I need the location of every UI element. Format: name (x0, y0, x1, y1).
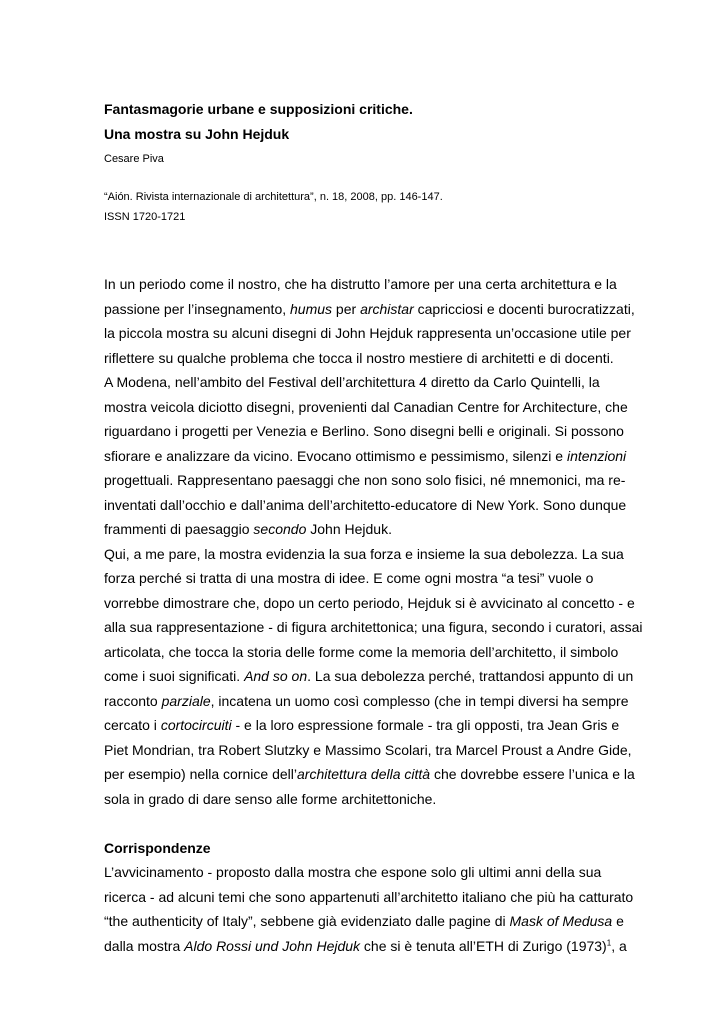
text-line: passione per l’insegnamento, humus per archistar capricciosi e docenti burocratizzati, (104, 300, 635, 317)
paragraph-1 (104, 272, 635, 370)
paragraph-2 (104, 370, 628, 542)
text-line: ricerca - ad alcuni temi che sono appartenuti all’architetto italiano che più ha catturato (104, 888, 634, 905)
text-line: come i suoi significati. And so on. La sua debolezza perché, trattandosi appunto di un (104, 668, 634, 684)
text-line: la piccola mostra su alcuni disegni di John Hejduk rappresenta un’occasione utile per (104, 325, 631, 341)
text-line: progettuali. Rappresentano paesaggi che non sono solo fisici, né mnemonici, ma re- (104, 472, 626, 488)
article-header (104, 97, 624, 227)
text-line: riguardano i progetti per Venezia e Berlino. Sono disegni belli e originali. Si possono (104, 423, 624, 439)
footnote-marker[interactable]: 1 (606, 937, 612, 947)
section-corrispondenze (104, 836, 634, 959)
text-line: alla sua rappresentazione - di figura architettonica; una figura, secondo i curatori, assai (104, 619, 643, 635)
article-body (104, 272, 643, 958)
italic-term: parziale (161, 692, 211, 709)
italic-term: Mask of Medusa (509, 913, 613, 929)
text-line: inventati dall’occhio e dall’anima dell’architetto-educatore di New York. Sono dunque (104, 496, 627, 513)
text-line: per esempio) nella cornice dell’architettura della città che dovrebbe essere l’unica e la (104, 766, 635, 782)
text-line: sfiorare e analizzare da vicino. Evocano ottimismo e pessimismo, silenzi e intenzioni (104, 447, 627, 464)
text-line: Qui, a me pare, la mostra evidenzia la sua forza e insieme la sua debolezza. La sua (104, 545, 624, 562)
italic-term: Aldo Rossi und John Hejduk (184, 937, 361, 954)
text-line: articolata, che tocca la storia delle forme come la memoria dell’architetto, il simbolo (104, 643, 619, 660)
text-line: riflettere su qualche problema che tocca il nostro mestiere di architetti e di docenti. (104, 349, 614, 366)
text-line: sola in grado di dare senso alle forme architettoniche. (104, 790, 437, 807)
article-title-line-1: Fantasmagorie urbane e supposizioni critiche. (104, 101, 413, 117)
section-heading: Corrispondenze (104, 839, 211, 856)
text-line: A Modena, nell’ambito del Festival dell’architettura 4 diretto da Carlo Quintelli, la (104, 374, 600, 390)
italic-term: humus (290, 300, 333, 317)
text-line: forza perché si tratta di una mostra di idee. E come ogni mostra “a tesi” vuole o (104, 570, 594, 586)
italic-term: And so on (244, 668, 308, 684)
article-issn: ISSN 1720-1721 (104, 211, 186, 223)
text-line: Piet Mondrian, tra Robert Slutzky e Massimo Scolari, tra Marcel Proust a Andre Gide, (104, 741, 632, 758)
text-line: L’avvicinamento - proposto dalla mostra che espone solo gli ultimi anni della sua (104, 864, 602, 880)
text-line: vorrebbe dimostrare che, dopo un certo periodo, Hejduk si è avvicinato al concetto - e (104, 594, 635, 611)
text-line: In un periodo come il nostro, che ha distrutto l’amore per una certa architettura e la (104, 276, 617, 292)
italic-term: secondo (253, 521, 307, 537)
text-line: mostra veicola diciotto disegni, provenienti dal Canadian Centre for Architecture, che (104, 398, 628, 415)
article-title-line-2: Una mostra su John Hejduk (104, 126, 290, 142)
italic-term: architettura della città (297, 766, 431, 782)
text-line: dalla mostra Aldo Rossi und John Hejduk che si è tenuta all’ETH di Zurigo $(1973)^1$, a (104, 937, 627, 954)
italic-term: intenzioni (566, 447, 627, 464)
text-line: cercato i cortocircuiti - e la loro espressione formale - tra gli opposti, tra Jean Gris e (104, 717, 620, 733)
text-line: frammenti di paesaggio secondo John Hejduk. (104, 521, 392, 537)
italic-term: cortocircuiti (160, 717, 232, 733)
italic-term: archistar (360, 300, 414, 317)
section-spacer (104, 811, 624, 836)
article-author: Cesare Piva (104, 153, 164, 165)
article-citation: “Aión. Rivista internazionale di architettura”, n. 18, 2008, pp. 146-147. (104, 191, 443, 203)
text-line: “the authenticity of Italy”, sebbene già evidenziato dalle pagine di Mask of Medusa e (104, 913, 624, 929)
text-line: racconto parziale, incatena un uomo così complesso (che in tempi diversi ha sempre (104, 692, 629, 709)
paragraph-3 (104, 542, 643, 812)
